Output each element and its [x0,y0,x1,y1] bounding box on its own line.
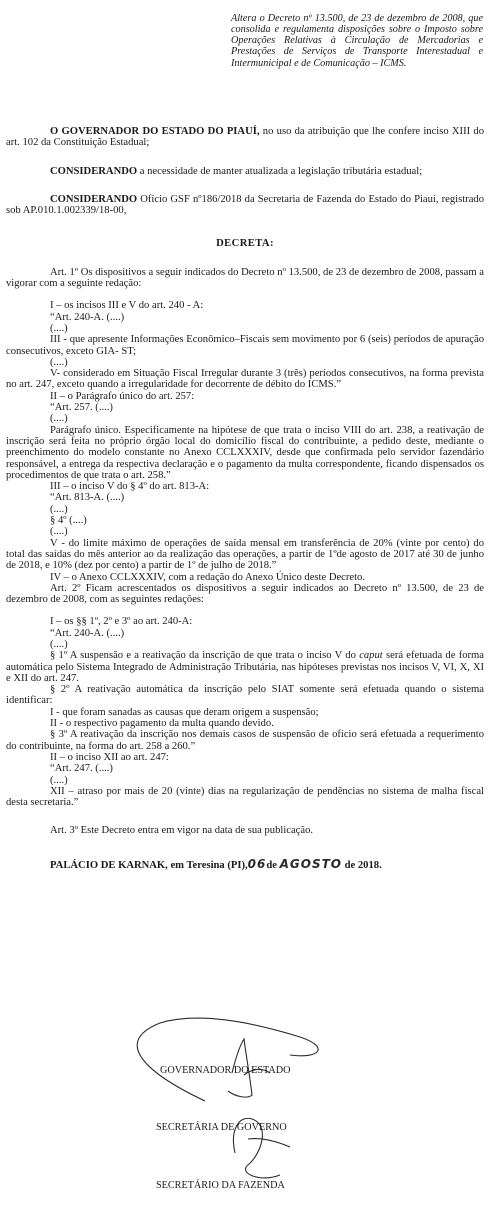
art1-item2-art: “Art. 257. (....) [50,402,113,414]
art1-item1-art: “Art. 240-A. (....) [50,311,125,323]
art2-item2-dots: (....) [50,774,68,786]
art1-item1-dots2: (....) [50,356,68,368]
art2-item2-art: “Art. 247. (....) [50,763,113,775]
art2-par2: § 2º A reativação automática da inscrição pelo SIAT somente será efetuada quando o sistema identificar: [6,684,484,707]
art1-item3: III – o inciso V do § 4º do art. 813-A: [50,481,210,493]
art1-caput: Art. 1º Os dispositivos a seguir indicados do Decreto nº 13.500, de 23 de dezembro de 2008, passam a vigorar com a seguinte redação: [6,266,484,290]
considerando-2 [6,194,484,217]
art1-item4: IV – o Anexo CCLXXXIV, com a redação do Anexo Único deste Decreto. [50,571,365,583]
art1-item1-v: V- considerado em Situação Fiscal Irregular durante 3 (três) períodos consecutivos, na forma prevista no art. 247, exceto quando a irregularidade for decorrente de débito do ICMS.” [6,368,484,391]
art1-item1-dots1: (....) [50,322,68,334]
art1-item2-dots: (....) [50,413,68,425]
art2-item2-xii: XII – atraso por mais de 20 (vinte) dias na regularização de pendências no sistema de malha fiscal desta secretaria.” [6,785,484,809]
considerando-1-bold: CONSIDERANDO [50,165,138,177]
considerando-1 [6,166,484,177]
decreta-heading: DECRETA: [216,238,274,250]
art1-item3-v: V - do limite máximo de operações de saída mensal em transferência de 20% (vinte por cento) do total das saídas do mês anterior ao da realização das operações, a partir de 1ºde agosto de 2017 até 30 de junho de 2018, e 10% (dez por cento) a partir de 1º de julho de 2018.” [6,537,484,572]
art1-item3-dots2: (....) [50,526,68,538]
palacio-line [6,856,484,871]
art2-par3: § 3º A reativação da inscrição nos demais casos de suspensão de ofício será efetuada a requerimento do contribuinte, na forma do art. 258 a 260.” [6,729,484,752]
art1-item3-dots1: (....) [50,503,68,515]
art1-item1-iii: III - que apresente Informações Econômico–Fiscais sem movimento por 6 (seis) períodos de apuração consecutivos, exceto GIA- ST; [6,334,484,357]
governador-signature-stroke [137,1018,318,1101]
palacio-day-handwritten: 06 [247,856,267,871]
considerando-2-bold: CONSIDERANDO [50,193,138,205]
art2-par1-post: será efetuada de forma automática pelo Sistema Integrado de Administração Tributária, nas hipóteses previstas nos incisos V, VI, X, XI e XII do art. 247. [6,650,484,684]
art1-item3-art: “Art. 813-A. (....) [50,492,125,504]
art2-par1 [6,650,484,684]
decree-body [6,126,484,871]
preambulo-text: no uso da atribuição que lhe confere inciso XIII do art. 102 da Constituição Estadual; [6,126,484,149]
signature-block [0,1015,488,1205]
sig-governador: GOVERNADOR DO ESTADO [160,1065,291,1076]
considerando-2-text: Ofício GSF nº186/2018 da Secretaria de Fazenda do Estado do Piauí, registrado sob AP.010.1.002339/18-00, [6,193,484,217]
considerando-1-text: a necessidade de manter atualizada a legislação tributária estadual; [137,165,423,177]
preambulo [6,126,484,149]
art1-item2-paragrafo: Parágrafo único. Especificamente na hipótese de que trata o inciso VIII do art. 238, a reativação de inscrição será feita no próprio órgão local do domicílio fiscal do contribuinte, a pedido deste, mediante o preenchimento do modelo constante no Anexo CCLXXXIV, desde que confirmada pelo servidor fazendário responsável, a entrega da respectiva declaração e o pagamento da multa correspondente, ficando dispensados os procedimentos de que trata o art. 258.” [6,424,484,481]
ementa: Altera o Decreto nº 13.500, de 23 de dezembro de 2008, que consolida e regulamenta disposições sobre o Imposto sobre Operações Relativas à Circulação de Mercadorias e Prestações de Serviços de Transporte Interestadual e Intermunicipal e de Comunicação – ICMS. [231,13,483,69]
art2-item1-art: “Art. 240-A. (....) [50,627,125,639]
palacio-month-handwritten: AGOSTO [279,856,342,871]
sig-secretario-fazenda: SECRETÁRIO DA FAZENDA [156,1180,285,1191]
art2-caput: Art. 2º Ficam acrescentados os dispositivos a seguir indicados ao Decreto nº 13.500, de 23 de dezembro de 2008, com as seguintes redações: [6,582,484,606]
art1-item1: I – os incisos III e V do art. 240 - A: [50,300,204,312]
sig-secretaria-governo: SECRETÁRIA DE GOVERNO [156,1122,287,1133]
art2-item1-dots: (....) [50,638,68,650]
art2-par1-caput: caput [359,650,383,662]
palacio-post: de 2018. [341,859,382,871]
handwritten-signatures [0,1015,488,1205]
art2-item2: II – o inciso XII ao art. 247: [50,751,169,763]
art1-item3-par4: § 4º (....) [50,515,87,527]
palacio-pre: PALÁCIO DE KARNAK, em Teresina (PI), [50,859,248,871]
art2-par2-i: I - que foram sanadas as causas que deram origem a suspensão; [50,706,319,718]
palacio-de: de [266,859,280,871]
art1-item2: II – o Parágrafo único do art. 257: [50,390,195,402]
art2-item1: I – os §§ 1º, 2º e 3º ao art. 240-A: [50,616,193,628]
preambulo-bold: O GOVERNADOR DO ESTADO DO PIAUÍ, [50,126,260,137]
art3: Art. 3º Este Decreto entra em vigor na data de sua publicação. [50,825,314,837]
art2-par1-pre: § 1º A suspensão e a reativação da inscrição de que trata o inciso V do [50,650,360,662]
art2-par2-ii: II - o respectivo pagamento da multa quando devido. [50,718,274,730]
